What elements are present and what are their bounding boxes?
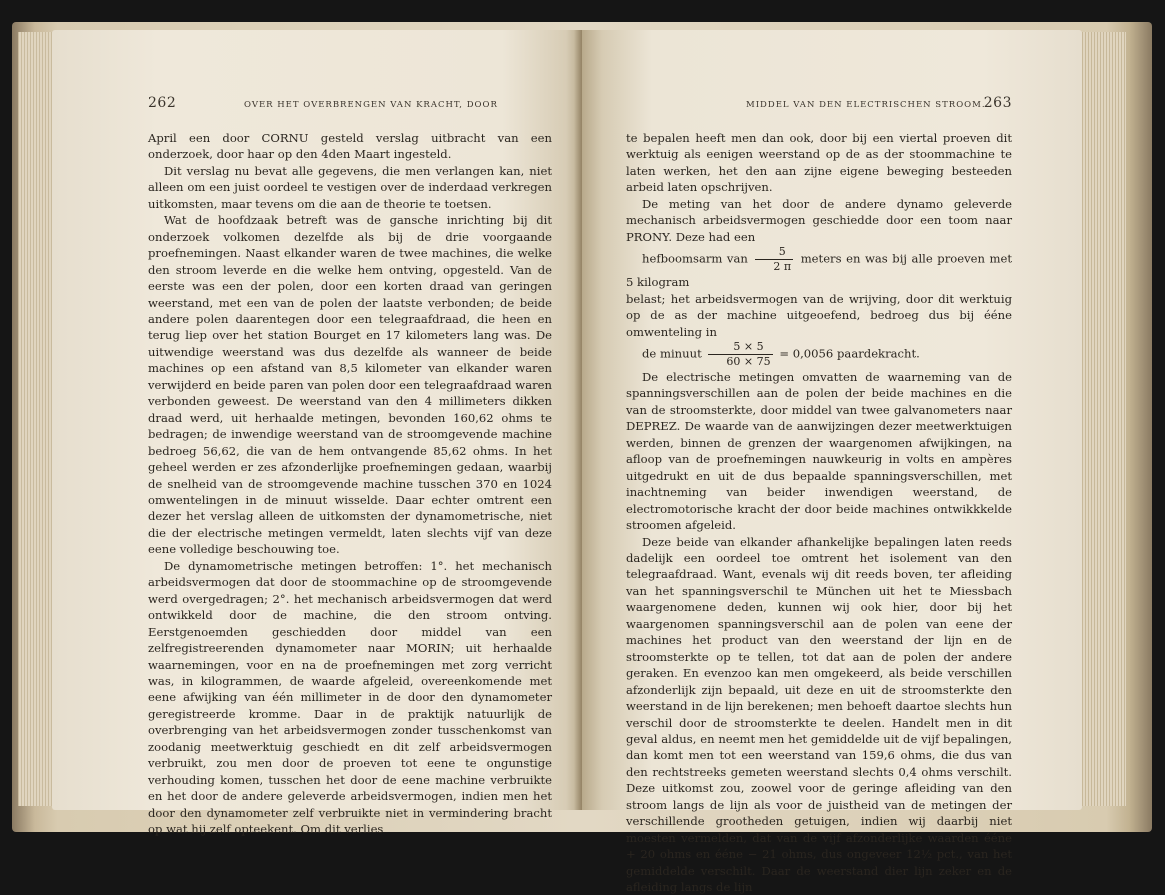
paragraph: belast; het arbeidsvermogen van de wrijving, door dit werktuig op de as der machine uitgeoefend, bedroeg dus bij ééne omwenteling in	[626, 291, 1012, 339]
fraction-numerator: 5 × 5	[708, 340, 772, 355]
fraction-numerator: 5	[755, 245, 793, 260]
formula-text-before: de minuut	[642, 346, 702, 361]
paragraph: De dynamometrische metingen betroffen: 1°. het mechanisch arbeidsvermogen dat door de stoommachine op de stroomgevende werd overgedragen; 2°. het mechanisch arbeidsvermogen dat werd ontwikkeld door de machine, die den stroom ontving. Eerstgenoemden geschiedden door middel van een zelfregistreerenden dynamometer naar MORIN; uit herhaalde waarnemingen, voor en na de proefnemingen met zorg verricht was, in kilogrammen, de waarde afgeleid, overeenkomende met eene afwijking van één millimeter in de door den dynamometer geregistreerde kromme. Daar in de praktijk natuurlijk de overbrenging van het arbeidsvermogen zonder tusschenkomst van zoodanig meetwerktuig geschiedt en dit zelf arbeidsvermogen verbruikt, zou men door de proeven tot eene te ongunstige verhouding komen, tusschen het door de eene machine verbruikte en het door de andere geleverde arbeidsvermogen, indien men het door den dynamometer zelf verbruikte niet in vermindering bracht op wat hij zelf opteekent. Om dit verlies	[148, 558, 552, 837]
formula-horsepower	[626, 340, 1012, 369]
formula-text-after: = 0,0056 paardekracht.	[779, 346, 920, 361]
fraction-denominator: 2 π	[773, 260, 792, 274]
formula-text-before: hefboomsarm van	[642, 251, 748, 266]
paragraph: Wat de hoofdzaak betreft was de gansche inrichting bij dit onderzoek volkomen dezelfde als bij de drie voorgaande proefnemingen. Naast elkander waren de twee machines, die welke den stroom leverde en die welke hem ontving, opgesteld. Van de eerste was een der polen, door een korten draad van geringen weerstand, met een van de polen der laatste verbonden; de beide andere polen daarentegen door een telegraafdraad, die heen en terug liep over het station Bourget en 17 kilometers lang was. De uitwendige weerstand was dus dezelfde als wanneer de beide machines op een afstand van 8,5 kilometer van elkander waren verwijderd en beide paren van polen door een telegraafdraad waren verbonden geweest. De weerstand van den 4 millimeters dikken draad werd, uit herhaalde metingen, bevonden 160,62 ohms te bedragen; de inwendige weerstand van de stroomgevende machine bedroeg 56,62, die van de hem ontvangende 85,62 ohms. In het geheel werden er zes afzonderlijke proefnemingen gedaan, waarbij de snelheid van de stroomgevende machine tusschen 370 en 1024 omwentelingen in de minuut wisselde. Daar echter omtrent een dezer het verslag alleen de uitkomsten der dynamometrische, niet die der electrische metingen vermeldt, laten slechts vijf van deze eene volledige beschouwing toe.	[148, 213, 552, 557]
paragraph: De electrische metingen omvatten de waarneming van de spanningsverschillen aan de polen der beide machines en die van de stroomsterkte, door middel van twee galvanometers naar DEPREZ. De waarde van de aanwijzingen dezer meetwerktuigen werden, binnen de grenzen der waargenomen afwijkingen, na afloop van de proefnemingen nauwkeurig in volts en ampères uitgedrukt en uit de dus bepaalde spanningsverschillen, met inachtneming van beider inwendigen weerstand, de electromotorische kracht der door beide machines ontwikkkelde stroomen afgeleid.	[626, 369, 1012, 533]
paragraph: April een door CORNU gesteld verslag uitbracht van een onderzoek, door haar op den 4den Maart ingesteld.	[148, 131, 552, 162]
left-page	[52, 30, 582, 837]
fraction	[708, 340, 772, 369]
fraction-denominator: 60 × 75	[726, 354, 771, 368]
formula-lever-arm	[626, 245, 1012, 290]
paragraph: te bepalen heeft men dan ook, door bij een viertal proeven dit werktuig als eenigen weerstand op de as der stoommachine te laten werken, het den aan zijne eigene beweging besteeden arbeid laten opschrijven.	[626, 131, 1012, 195]
formula-text-after: meters en was bij alle proeven met 5 kilogram	[626, 251, 1013, 290]
running-title-left: OVER HET OVERBRENGEN VAN KRACHT, DOOR	[244, 100, 498, 110]
page-number-right: 263	[983, 95, 1012, 111]
paragraph: Deze beide van elkander afhankelijke bepalingen laten reeds dadelijk een oordeel toe omtrent het isolement van den telegraafdraad. Want, evenals wij dit reeds boven, ter afleiding van het spanningsverschil te München uit het te Miessbach waargenomene deden, kunnen wij ook hier, door bij het waargenomen spanningsverschil aan de polen van eene der machines het product van den weerstand der lijn en de stroomsterkte op te tellen, tot dat aan de polen der andere geraken. En evenzoo kan men omgekeerd, als beide verschillen afzonderlijk zijn bepaald, uit deze en uit de stroomsterkte den weerstand in de lijn berekenen; men behoeft daartoe slechts hun verschil door de stroomsterkte te deelen. Handelt men in dit geval aldus, en neemt men het gemiddelde uit de vijf bepalingen, dan komt men tot een weerstand van 159,6 ohms, die dus van den rechtstreeks gemeten weerstand slechts 0,4 ohms verschilt. Deze uitkomst zou, zoowel voor de geringe afleiding van den stroom langs de lijn als voor de juistheid van de metingen der verschillende grootheden getuigen, indien wij daarbij niet moesten vermelden, dat van de vijf afzonderlijke waarden ééne + 20 ohms en ééne − 21 ohms, dus ongeveer 12½ pct., van het gemiddelde verschilt. Daar de weerstand dier lijn zeker en de afleiding langs de lijn	[626, 534, 1012, 895]
right-page	[582, 30, 1082, 895]
page-edges-right	[1080, 32, 1126, 806]
paragraph: Dit verslag nu bevat alle gegevens, die men verlangen kan, niet alleen om een juist oordeel te vestigen over de inderdaad verkregen uitkomsten, maar tevens om die aan de theorie te toetsen.	[148, 163, 552, 211]
body-text-left	[148, 130, 552, 837]
running-title-right: MIDDEL VAN DEN ELECTRISCHEN STROOM.	[746, 100, 986, 110]
page-number-left: 262	[148, 95, 177, 111]
body-text-right	[626, 130, 1012, 895]
fraction	[755, 245, 793, 274]
paragraph: De meting van het door de andere dynamo geleverde mechanisch arbeidsvermogen geschiedde door een toom naar PRONY. Deze had een	[626, 196, 1012, 244]
